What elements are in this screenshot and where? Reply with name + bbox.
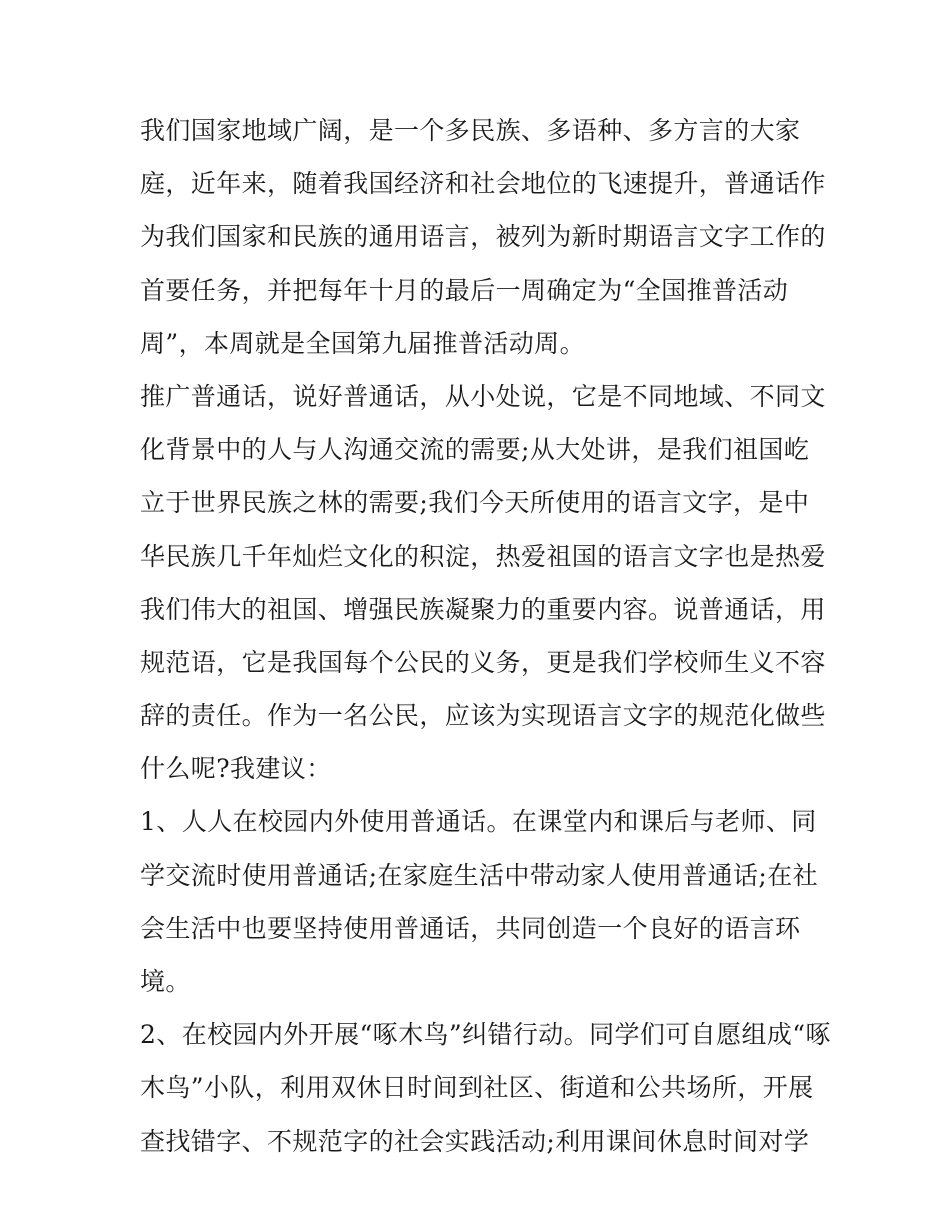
- document-body: [140, 104, 831, 1168]
- text-line: 查找错字、不规范字的社会实践活动;利用课间休息时间对学: [140, 1126, 810, 1156]
- text-line: 境。: [140, 967, 191, 996]
- text-line: 我们国家地域广阔，是一个多民族、多语种、多方言的大家: [140, 116, 801, 145]
- text-line: 什么呢?我建议：: [140, 754, 332, 784]
- text-line: 为我们国家和民族的通用语言，被列为新时期语言文字工作的: [140, 222, 826, 252]
- text-line: 化背景中的人与人沟通交流的需要;从大处讲，是我们祖国屹: [140, 435, 810, 465]
- text-line: 规范语，它是我国每个公民的义务，更是我们学校师生义不容: [140, 647, 826, 677]
- text-line: 庭，近年来，随着我国经济和社会地位的飞速提升，普通话作: [140, 169, 826, 199]
- text-line: 推广普通话，说好普通话，从小处说，它是不同地域、不同文: [140, 381, 826, 411]
- text-line: 周”，本周就是全国第九届推普活动周。: [140, 328, 585, 358]
- text-line: 立于世界民族之林的需要;我们今天所使用的语言文字，是中: [140, 488, 810, 518]
- text-line: 我们伟大的祖国、增强民族凝聚力的重要内容。说普通话，用: [140, 594, 826, 624]
- text-line: 木鸟”小队，利用双休日时间到社区、街道和公共场所，开展: [140, 1073, 814, 1103]
- text-line: 学交流时使用普通话;在家庭生活中带动家人使用普通话;在社: [140, 860, 819, 890]
- text-line: 会生活中也要坚持使用普通话，共同创造一个良好的语言环: [140, 913, 801, 943]
- text-line: 华民族几千年灿烂文化的积淀，热爱祖国的语言文字也是热爱: [140, 541, 826, 571]
- text-line: 首要任务，并把每年十月的最后一周确定为“全国推普活动: [140, 275, 789, 305]
- text-line: 1、人人在校园内外使用普通话。在课堂内和课后与老师、同: [140, 807, 817, 837]
- text-line: 辞的责任。作为一名公民，应该为实现语言文字的规范化做些: [140, 701, 826, 731]
- text-line: 2、在校园内外开展“啄木鸟”纠错行动。同学们可自愿组成“啄: [140, 1020, 831, 1050]
